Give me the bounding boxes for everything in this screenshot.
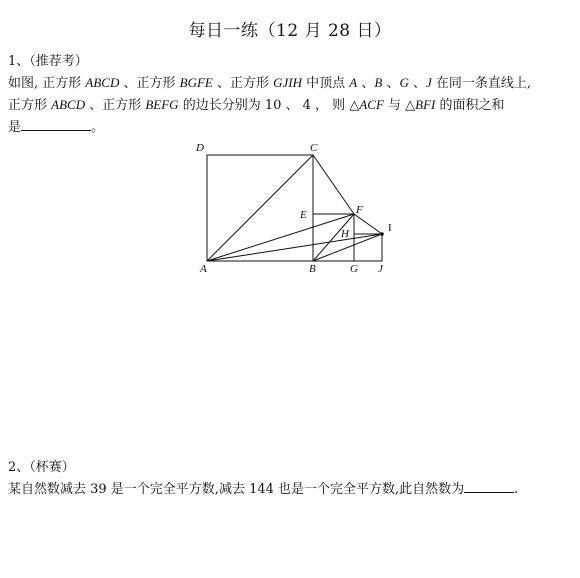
line-cf	[313, 155, 354, 214]
square-name: GJIH	[273, 75, 302, 90]
question-2-number: 2、	[8, 460, 30, 475]
answer-blank[interactable]	[21, 118, 91, 131]
text-segment: 、	[382, 76, 400, 91]
answer-blank[interactable]	[464, 480, 514, 493]
label-f: F	[356, 204, 363, 216]
label-j: J	[378, 263, 383, 275]
text-segment: 的边长分别为 10 、 4 ， 则 △	[178, 98, 360, 113]
text-segment: 正方形	[8, 98, 52, 113]
label-b: B	[309, 263, 316, 275]
label-i: I	[388, 222, 392, 234]
label-c: C	[310, 142, 318, 154]
label-d: D	[196, 142, 204, 154]
vertex-name: B	[374, 75, 383, 90]
triangle-name: ACF	[359, 97, 384, 112]
question-1-number: 1、	[8, 54, 30, 69]
square-name: ABCD	[85, 75, 120, 90]
text-segment: 、正方形	[212, 76, 274, 91]
text-segment: 中顶点	[302, 76, 350, 91]
vertex-name: G	[399, 75, 409, 90]
question-1-header	[8, 50, 88, 69]
text-segment: 在同一条直线上,	[431, 76, 532, 91]
question-2-tag: （杯赛）	[29, 460, 75, 475]
label-e: E	[300, 209, 307, 221]
question-2-header	[8, 456, 75, 475]
label-h: H	[341, 228, 349, 240]
vertex-name: A	[349, 75, 358, 90]
square-name: BEFG	[145, 97, 179, 112]
text-segment: 。	[91, 120, 105, 135]
text-segment: 是	[8, 120, 22, 135]
line-ac	[207, 155, 313, 261]
text-segment: 与 △	[383, 98, 416, 113]
text-segment: 如图, 正方形	[8, 76, 86, 91]
question-2-text	[8, 478, 518, 497]
line-fi	[354, 214, 382, 234]
geometry-figure	[190, 138, 405, 280]
label-a: A	[200, 263, 207, 275]
question-1-tag: （推荐考）	[29, 54, 88, 69]
text-segment: 、	[357, 76, 375, 91]
square-name: ABCD	[51, 97, 86, 112]
vertex-name: J	[425, 75, 432, 90]
label-g: G	[350, 263, 358, 275]
square-name: BGFE	[179, 75, 213, 90]
point-i-marker	[380, 232, 384, 236]
question-1-line-3	[8, 116, 104, 135]
question-1-line-2	[8, 94, 505, 113]
text-segment: 的面积之和	[435, 98, 505, 113]
page-title: 每日一练（12 月 28 日）	[188, 21, 392, 41]
line-ai	[207, 234, 382, 261]
text-segment: 、正方形	[85, 98, 146, 113]
text-segment: 、正方形	[119, 76, 180, 91]
text-segment: 、	[408, 76, 426, 91]
question-1-line-1	[8, 72, 531, 91]
text-segment: .	[514, 482, 519, 497]
triangle-name: BFI	[415, 97, 436, 112]
question-2-body: 某自然数减去 39 是一个完全平方数,减去 144 也是一个完全平方数,此自然数为	[8, 482, 465, 497]
